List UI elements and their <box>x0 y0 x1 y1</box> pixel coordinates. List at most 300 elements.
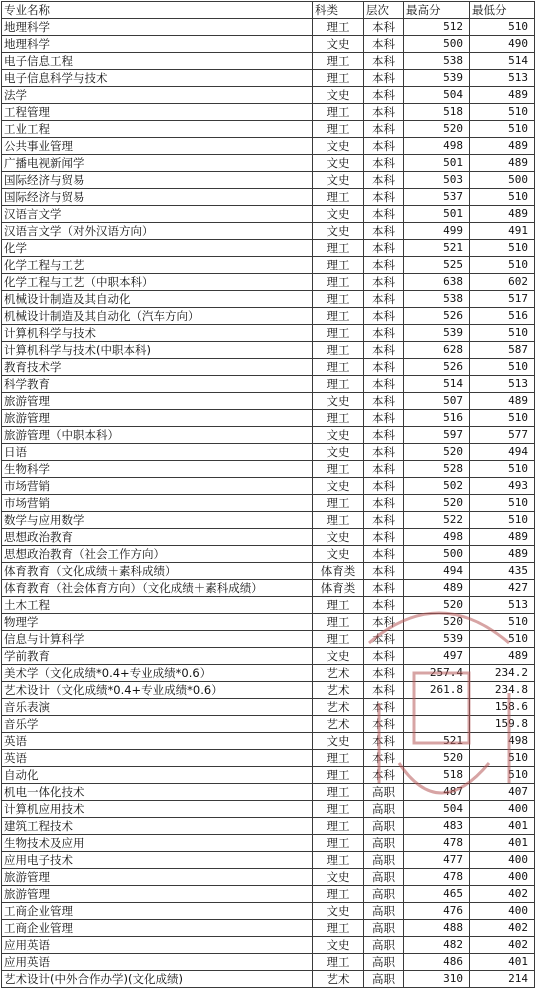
cell-category: 理工 <box>313 19 364 36</box>
cell-min-score: 516 <box>470 308 535 325</box>
cell-min-score: 214 <box>470 971 535 988</box>
cell-category: 理工 <box>313 342 364 359</box>
cell-category: 理工 <box>313 886 364 903</box>
cell-major: 汉语言文学（对外汉语方向） <box>2 223 313 240</box>
cell-major: 机械设计制造及其自动化（汽车方向） <box>2 308 313 325</box>
cell-major: 工商企业管理 <box>2 920 313 937</box>
cell-category: 文史 <box>313 393 364 410</box>
cell-category: 理工 <box>313 852 364 869</box>
cell-major: 数学与应用数学 <box>2 512 313 529</box>
cell-major: 体育教育（文化成绩＋素科成绩） <box>2 563 313 580</box>
cell-min-score: 489 <box>470 138 535 155</box>
cell-level: 本科 <box>364 104 404 121</box>
cell-category: 文史 <box>313 206 364 223</box>
cell-category: 理工 <box>313 767 364 784</box>
cell-max-score: 503 <box>404 172 470 189</box>
cell-max-score: 477 <box>404 852 470 869</box>
cell-max-score: 476 <box>404 903 470 920</box>
cell-category: 理工 <box>313 410 364 427</box>
table-row <box>2 274 535 291</box>
table-row <box>2 393 535 410</box>
cell-category: 文史 <box>313 546 364 563</box>
cell-major: 思想政治教育（社会工作方向） <box>2 546 313 563</box>
cell-level: 本科 <box>364 36 404 53</box>
cell-level: 本科 <box>364 546 404 563</box>
cell-level: 高职 <box>364 784 404 801</box>
cell-category: 文史 <box>313 155 364 172</box>
table-row <box>2 189 535 206</box>
cell-max-score: 628 <box>404 342 470 359</box>
cell-category: 理工 <box>313 954 364 971</box>
cell-category: 文史 <box>313 529 364 546</box>
cell-category: 文史 <box>313 648 364 665</box>
cell-level: 本科 <box>364 529 404 546</box>
table-row <box>2 869 535 886</box>
table-row <box>2 563 535 580</box>
cell-major: 工程管理 <box>2 104 313 121</box>
score-table <box>1 1 535 988</box>
cell-max-score: 514 <box>404 376 470 393</box>
cell-max-score: 520 <box>404 750 470 767</box>
cell-category: 理工 <box>313 920 364 937</box>
cell-min-score: 510 <box>470 512 535 529</box>
table-row <box>2 597 535 614</box>
cell-category: 艺术 <box>313 682 364 699</box>
cell-major: 旅游管理 <box>2 869 313 886</box>
cell-level: 本科 <box>364 342 404 359</box>
cell-major: 市场营销 <box>2 495 313 512</box>
table-row <box>2 801 535 818</box>
cell-max-score <box>404 716 470 733</box>
table-row <box>2 121 535 138</box>
table-row <box>2 19 535 36</box>
table-row <box>2 70 535 87</box>
cell-level: 本科 <box>364 393 404 410</box>
cell-level: 本科 <box>364 240 404 257</box>
table-row <box>2 852 535 869</box>
cell-max-score: 539 <box>404 70 470 87</box>
cell-major: 体育教育（社会体育方向）（文化成绩＋素科成绩） <box>2 580 313 597</box>
table-row <box>2 359 535 376</box>
cell-level: 本科 <box>364 70 404 87</box>
cell-max-score: 498 <box>404 138 470 155</box>
cell-level: 本科 <box>364 257 404 274</box>
cell-major: 旅游管理 <box>2 393 313 410</box>
cell-max-score: 520 <box>404 614 470 631</box>
cell-min-score: 401 <box>470 818 535 835</box>
cell-level: 本科 <box>364 614 404 631</box>
cell-min-score: 510 <box>470 19 535 36</box>
table-row <box>2 682 535 699</box>
cell-major: 机电一体化技术 <box>2 784 313 801</box>
cell-min-score: 489 <box>470 648 535 665</box>
cell-min-score: 510 <box>470 325 535 342</box>
cell-level: 本科 <box>364 189 404 206</box>
cell-level: 高职 <box>364 818 404 835</box>
cell-max-score: 465 <box>404 886 470 903</box>
cell-level: 本科 <box>364 376 404 393</box>
cell-min-score: 510 <box>470 750 535 767</box>
cell-major: 国际经济与贸易 <box>2 189 313 206</box>
cell-min-score: 402 <box>470 937 535 954</box>
cell-major: 思想政治教育 <box>2 529 313 546</box>
cell-level: 本科 <box>364 750 404 767</box>
cell-category: 文史 <box>313 427 364 444</box>
table-row <box>2 937 535 954</box>
cell-category: 艺术 <box>313 665 364 682</box>
cell-max-score: 520 <box>404 495 470 512</box>
cell-major: 生物技术及应用 <box>2 835 313 852</box>
table-row <box>2 308 535 325</box>
cell-category: 理工 <box>313 461 364 478</box>
cell-category: 文史 <box>313 172 364 189</box>
cell-level: 本科 <box>364 206 404 223</box>
cell-category: 理工 <box>313 240 364 257</box>
cell-major: 学前教育 <box>2 648 313 665</box>
table-row <box>2 733 535 750</box>
cell-major: 应用电子技术 <box>2 852 313 869</box>
cell-level: 本科 <box>364 631 404 648</box>
cell-min-score: 498 <box>470 733 535 750</box>
cell-level: 高职 <box>364 801 404 818</box>
table-row <box>2 835 535 852</box>
cell-major: 英语 <box>2 750 313 767</box>
cell-min-score: 514 <box>470 53 535 70</box>
cell-min-score: 402 <box>470 886 535 903</box>
table-row <box>2 614 535 631</box>
cell-major: 艺术设计(中外合作办学)(文化成绩) <box>2 971 313 988</box>
cell-category: 理工 <box>313 512 364 529</box>
cell-max-score: 497 <box>404 648 470 665</box>
table-row <box>2 648 535 665</box>
cell-category: 文史 <box>313 87 364 104</box>
cell-max-score: 487 <box>404 784 470 801</box>
cell-min-score: 400 <box>470 869 535 886</box>
cell-max-score: 638 <box>404 274 470 291</box>
table-row <box>2 631 535 648</box>
cell-min-score: 500 <box>470 172 535 189</box>
cell-min-score: 491 <box>470 223 535 240</box>
cell-min-score: 490 <box>470 36 535 53</box>
cell-category: 文史 <box>313 36 364 53</box>
cell-major: 广播电视新闻学 <box>2 155 313 172</box>
cell-max-score: 518 <box>404 767 470 784</box>
cell-max-score: 500 <box>404 36 470 53</box>
cell-level: 本科 <box>364 699 404 716</box>
cell-max-score: 525 <box>404 257 470 274</box>
cell-category: 文史 <box>313 478 364 495</box>
cell-major: 汉语言文学 <box>2 206 313 223</box>
cell-category: 理工 <box>313 631 364 648</box>
cell-major: 旅游管理 <box>2 410 313 427</box>
cell-category: 体育类 <box>313 580 364 597</box>
table-row <box>2 903 535 920</box>
cell-level: 本科 <box>364 427 404 444</box>
cell-max-score: 528 <box>404 461 470 478</box>
cell-category: 理工 <box>313 325 364 342</box>
cell-major: 英语 <box>2 733 313 750</box>
cell-level: 本科 <box>364 597 404 614</box>
cell-major: 国际经济与贸易 <box>2 172 313 189</box>
cell-level: 高职 <box>364 920 404 937</box>
cell-min-score: 510 <box>470 257 535 274</box>
cell-max-score: 538 <box>404 53 470 70</box>
cell-max-score: 507 <box>404 393 470 410</box>
cell-major: 机械设计制造及其自动化 <box>2 291 313 308</box>
cell-min-score: 402 <box>470 920 535 937</box>
cell-category: 理工 <box>313 376 364 393</box>
cell-level: 高职 <box>364 886 404 903</box>
cell-min-score: 234.8 <box>470 682 535 699</box>
cell-major: 音乐表演 <box>2 699 313 716</box>
cell-min-score: 159.8 <box>470 716 535 733</box>
cell-major: 地理科学 <box>2 19 313 36</box>
cell-min-score: 400 <box>470 801 535 818</box>
cell-category: 文史 <box>313 733 364 750</box>
cell-level: 本科 <box>364 325 404 342</box>
table-row <box>2 716 535 733</box>
table-row <box>2 427 535 444</box>
cell-major: 计算机科学与技术 <box>2 325 313 342</box>
cell-max-score: 538 <box>404 291 470 308</box>
cell-level: 本科 <box>364 308 404 325</box>
cell-major: 生物科学 <box>2 461 313 478</box>
cell-major: 应用英语 <box>2 954 313 971</box>
table-row <box>2 206 535 223</box>
cell-major: 物理学 <box>2 614 313 631</box>
cell-major: 工业工程 <box>2 121 313 138</box>
cell-min-score: 510 <box>470 767 535 784</box>
cell-max-score: 261.8 <box>404 682 470 699</box>
cell-category: 文史 <box>313 223 364 240</box>
cell-min-score: 158.6 <box>470 699 535 716</box>
cell-min-score: 517 <box>470 291 535 308</box>
cell-major: 旅游管理 <box>2 886 313 903</box>
cell-level: 本科 <box>364 410 404 427</box>
cell-max-score: 504 <box>404 87 470 104</box>
cell-category: 文史 <box>313 869 364 886</box>
cell-min-score: 489 <box>470 393 535 410</box>
cell-level: 本科 <box>364 461 404 478</box>
table-row <box>2 580 535 597</box>
cell-major: 工商企业管理 <box>2 903 313 920</box>
cell-level: 本科 <box>364 19 404 36</box>
cell-level: 高职 <box>364 971 404 988</box>
cell-min-score: 489 <box>470 546 535 563</box>
cell-min-score: 510 <box>470 410 535 427</box>
cell-max-score: 512 <box>404 19 470 36</box>
cell-category: 艺术 <box>313 716 364 733</box>
cell-major: 化学工程与工艺 <box>2 257 313 274</box>
cell-max-score: 310 <box>404 971 470 988</box>
cell-category: 理工 <box>313 53 364 70</box>
cell-min-score: 489 <box>470 155 535 172</box>
cell-min-score: 513 <box>470 376 535 393</box>
header-max-score: 最高分 <box>404 2 470 19</box>
cell-max-score: 501 <box>404 206 470 223</box>
cell-max-score: 537 <box>404 189 470 206</box>
cell-max-score: 518 <box>404 104 470 121</box>
score-table-sheet <box>1 1 534 992</box>
header-major: 专业名称 <box>2 2 313 19</box>
cell-level: 高职 <box>364 852 404 869</box>
cell-category: 理工 <box>313 597 364 614</box>
cell-min-score: 510 <box>470 614 535 631</box>
cell-min-score: 510 <box>470 189 535 206</box>
cell-major: 地理科学 <box>2 36 313 53</box>
cell-level: 高职 <box>364 937 404 954</box>
cell-major: 电子信息工程 <box>2 53 313 70</box>
cell-level: 本科 <box>364 87 404 104</box>
table-row <box>2 818 535 835</box>
cell-major: 应用英语 <box>2 937 313 954</box>
cell-category: 文史 <box>313 937 364 954</box>
cell-min-score: 510 <box>470 121 535 138</box>
cell-max-score: 521 <box>404 733 470 750</box>
cell-level: 本科 <box>364 274 404 291</box>
cell-min-score: 489 <box>470 529 535 546</box>
cell-category: 艺术 <box>313 699 364 716</box>
table-body <box>2 19 535 988</box>
table-row <box>2 87 535 104</box>
table-row <box>2 53 535 70</box>
cell-category: 理工 <box>313 121 364 138</box>
table-row <box>2 512 535 529</box>
cell-major: 自动化 <box>2 767 313 784</box>
cell-category: 文史 <box>313 903 364 920</box>
cell-category: 理工 <box>313 818 364 835</box>
cell-max-score: 520 <box>404 597 470 614</box>
cell-category: 理工 <box>313 835 364 852</box>
header-row <box>2 2 535 19</box>
cell-level: 本科 <box>364 580 404 597</box>
table-row <box>2 325 535 342</box>
cell-max-score: 597 <box>404 427 470 444</box>
cell-category: 理工 <box>313 784 364 801</box>
cell-max-score: 501 <box>404 155 470 172</box>
cell-level: 本科 <box>364 444 404 461</box>
cell-level: 本科 <box>364 155 404 172</box>
cell-level: 本科 <box>364 359 404 376</box>
cell-level: 本科 <box>364 563 404 580</box>
cell-min-score: 489 <box>470 206 535 223</box>
cell-category: 理工 <box>313 495 364 512</box>
cell-max-score: 478 <box>404 869 470 886</box>
cell-min-score: 577 <box>470 427 535 444</box>
table-row <box>2 495 535 512</box>
cell-max-score: 488 <box>404 920 470 937</box>
cell-major: 建筑工程技术 <box>2 818 313 835</box>
cell-max-score: 486 <box>404 954 470 971</box>
cell-level: 本科 <box>364 138 404 155</box>
cell-max-score: 520 <box>404 121 470 138</box>
table-row <box>2 410 535 427</box>
cell-level: 高职 <box>364 869 404 886</box>
table-row <box>2 342 535 359</box>
header-min-score: 最低分 <box>470 2 535 19</box>
table-row <box>2 138 535 155</box>
cell-level: 本科 <box>364 291 404 308</box>
cell-max-score: 539 <box>404 325 470 342</box>
cell-max-score: 482 <box>404 937 470 954</box>
cell-min-score: 510 <box>470 359 535 376</box>
cell-min-score: 489 <box>470 87 535 104</box>
cell-major: 旅游管理（中职本科） <box>2 427 313 444</box>
cell-max-score: 521 <box>404 240 470 257</box>
cell-level: 高职 <box>364 835 404 852</box>
cell-major: 计算机应用技术 <box>2 801 313 818</box>
table-row <box>2 767 535 784</box>
cell-min-score: 602 <box>470 274 535 291</box>
cell-min-score: 494 <box>470 444 535 461</box>
cell-min-score: 513 <box>470 597 535 614</box>
cell-max-score: 526 <box>404 308 470 325</box>
cell-min-score: 510 <box>470 495 535 512</box>
cell-min-score: 510 <box>470 104 535 121</box>
header-level: 层次 <box>364 2 404 19</box>
table-row <box>2 104 535 121</box>
cell-min-score: 234.2 <box>470 665 535 682</box>
cell-min-score: 587 <box>470 342 535 359</box>
cell-min-score: 510 <box>470 461 535 478</box>
cell-level: 本科 <box>364 495 404 512</box>
cell-max-score: 483 <box>404 818 470 835</box>
cell-level: 高职 <box>364 954 404 971</box>
cell-category: 理工 <box>313 104 364 121</box>
cell-category: 理工 <box>313 257 364 274</box>
cell-level: 本科 <box>364 223 404 240</box>
table-row <box>2 886 535 903</box>
cell-major: 法学 <box>2 87 313 104</box>
table-row <box>2 376 535 393</box>
cell-level: 本科 <box>364 53 404 70</box>
cell-max-score: 522 <box>404 512 470 529</box>
table-row <box>2 291 535 308</box>
cell-level: 本科 <box>364 665 404 682</box>
cell-level: 本科 <box>364 682 404 699</box>
cell-major: 公共事业管理 <box>2 138 313 155</box>
cell-major: 艺术设计（文化成绩*0.4+专业成绩*0.6） <box>2 682 313 699</box>
table-row <box>2 971 535 988</box>
cell-min-score: 435 <box>470 563 535 580</box>
table-row <box>2 546 535 563</box>
cell-max-score: 539 <box>404 631 470 648</box>
table-row <box>2 784 535 801</box>
table-row <box>2 665 535 682</box>
cell-max-score <box>404 699 470 716</box>
cell-category: 理工 <box>313 359 364 376</box>
cell-major: 市场营销 <box>2 478 313 495</box>
cell-max-score: 499 <box>404 223 470 240</box>
cell-category: 理工 <box>313 189 364 206</box>
table-row <box>2 172 535 189</box>
table-row <box>2 699 535 716</box>
table-row <box>2 155 535 172</box>
cell-min-score: 401 <box>470 954 535 971</box>
cell-level: 本科 <box>364 121 404 138</box>
cell-level: 高职 <box>364 903 404 920</box>
cell-min-score: 400 <box>470 852 535 869</box>
table-row <box>2 461 535 478</box>
cell-min-score: 427 <box>470 580 535 597</box>
cell-max-score: 478 <box>404 835 470 852</box>
cell-major: 电子信息科学与技术 <box>2 70 313 87</box>
cell-major: 化学工程与工艺（中职本科） <box>2 274 313 291</box>
cell-category: 理工 <box>313 801 364 818</box>
cell-min-score: 510 <box>470 631 535 648</box>
cell-category: 文史 <box>313 138 364 155</box>
table-row <box>2 529 535 546</box>
